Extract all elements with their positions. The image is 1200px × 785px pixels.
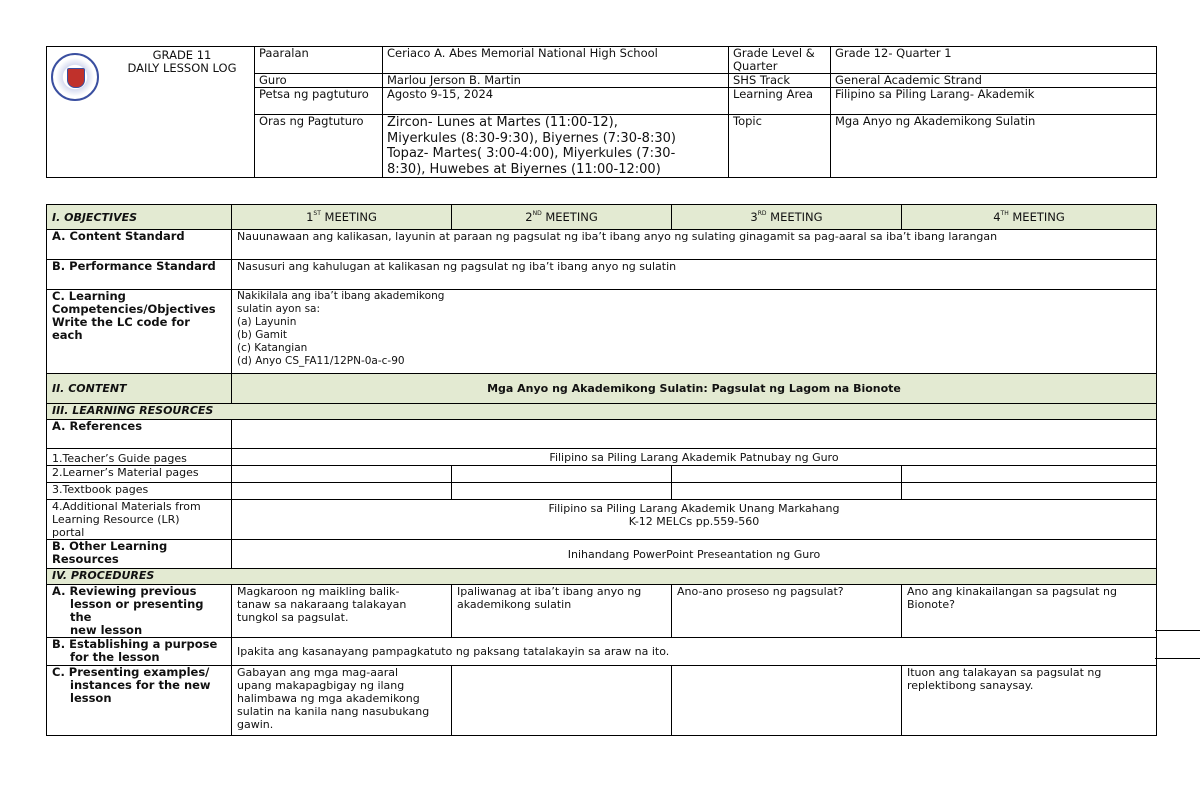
cell-line: replektibong sanaysay. — [907, 679, 1034, 692]
teacher-label: Guro — [255, 74, 383, 88]
cell-line: halimbawa ng mga akademikong — [237, 692, 420, 705]
cell-line: akademikong sulatin — [457, 598, 572, 611]
cell-line: upang makapagbigay ng ilang — [237, 679, 405, 692]
grade-title — [107, 49, 257, 75]
cell-line: Bionote? — [907, 598, 955, 611]
presenting-label — [47, 666, 232, 736]
meeting-num: 3 — [750, 209, 758, 224]
competency-line: (d) Anyo CS_FA11/12PN-0a-c-90 — [237, 355, 405, 367]
cell-line: tungkol sa pagsulat. — [237, 611, 349, 624]
competency-line: (a) Layunin — [237, 316, 297, 328]
references-value — [232, 420, 1157, 449]
track-label: SHS Track — [729, 74, 831, 88]
content-value: Mga Anyo ng Akademikong Sulatin: Pagsulat ng Lagom na Bionote — [232, 374, 1157, 404]
cell-line: sulatin na kanila nang nasubukang — [237, 705, 430, 718]
date-value: Agosto 9-15, 2024 — [383, 88, 729, 115]
reviewing-label — [47, 585, 232, 638]
meeting-1-header — [232, 205, 452, 230]
meeting-num: 4 — [993, 209, 1001, 224]
reviewing-meeting-4 — [902, 585, 1157, 638]
label-line: A. Reviewing previous — [52, 584, 197, 598]
other-resources-value: Inihandang PowerPoint Preseantation ng Guro — [232, 540, 1157, 569]
label-line: C. Presenting examples/ — [52, 665, 210, 679]
school-label: Paaralan — [255, 47, 383, 74]
presenting-meeting-1 — [232, 666, 452, 736]
reviewing-meeting-3 — [672, 585, 902, 638]
meeting-sup: RD — [757, 209, 767, 217]
tb-cell-2 — [452, 483, 672, 500]
cell-line: Ituon ang talakayan sa pagsulat ng — [907, 666, 1102, 679]
label-line: portal — [52, 526, 85, 539]
meeting-4-header — [902, 205, 1157, 230]
competencies-label — [47, 290, 232, 374]
topic-label: Topic — [729, 115, 831, 178]
cell-line: Ano ang kinakailangan sa pagsulat ng — [907, 585, 1117, 598]
track-value: General Academic Strand — [831, 74, 1157, 88]
meeting-text: MEETING — [766, 209, 823, 224]
meeting-text: MEETING — [1008, 209, 1065, 224]
deped-seal-icon — [51, 53, 99, 101]
meeting-num: 2 — [525, 209, 533, 224]
time-label: Oras ng Pagtuturo — [255, 115, 383, 178]
header-logo-cell — [47, 47, 255, 178]
competency-line: sulatin ayon sa: — [237, 303, 321, 315]
lesson-table — [46, 204, 1157, 736]
content-standard-label: A. Content Standard — [47, 230, 232, 260]
label-line: B. Other Learning — [52, 539, 168, 553]
grade-line: GRADE 11 — [152, 48, 212, 62]
objectives-header: I. OBJECTIVES — [47, 205, 232, 230]
reviewing-meeting-2 — [452, 585, 672, 638]
label-line: lesson — [70, 691, 112, 705]
label-line: new lesson — [70, 623, 143, 637]
cell-line: Ano-ano proseso ng pagsulat? — [677, 585, 844, 598]
label-line: 4.Additional Materials from — [52, 500, 201, 513]
lm-cell-1 — [232, 466, 452, 483]
purpose-label — [47, 638, 232, 666]
label-line: instances for the new — [70, 678, 211, 692]
purpose-value: Ipakita ang kasanayang pampagkatuto ng paksang tatalakayin sa araw na ito. — [232, 638, 1157, 666]
competencies-value — [232, 290, 1157, 374]
label-line: C. Learning — [52, 289, 126, 303]
am-line: K-12 MELCs pp.559-560 — [628, 515, 760, 528]
meeting-2-header — [452, 205, 672, 230]
resources-header: III. LEARNING RESOURCES — [47, 404, 1157, 420]
lm-label: 2.Learner’s Material pages — [47, 466, 232, 483]
meeting-text: MEETING — [320, 209, 377, 224]
performance-standard-label: B. Performance Standard — [47, 260, 232, 290]
cell-line: gawin. — [237, 718, 274, 731]
lm-cell-3 — [672, 466, 902, 483]
reviewing-meeting-1 — [232, 585, 452, 638]
competency-line: (c) Katangian — [237, 342, 308, 354]
label-line: Write the LC code for — [52, 315, 190, 329]
label-line: Resources — [52, 552, 119, 566]
label-line: for the lesson — [70, 650, 160, 664]
presenting-meeting-4 — [902, 666, 1157, 736]
label-line: lesson or presenting the — [70, 597, 204, 624]
header-table — [46, 46, 1157, 178]
competency-line: (b) Gamit — [237, 329, 288, 341]
performance-standard-value: Nasusuri ang kahulugan at kalikasan ng pagsulat ng iba’t ibang anyo ng sulatin — [232, 260, 1157, 290]
tb-label: 3.Textbook pages — [47, 483, 232, 500]
date-label: Petsa ng pagtuturo — [255, 88, 383, 115]
table-edge-stub — [1155, 658, 1200, 659]
label-line: Learning Resource (LR) — [52, 513, 180, 526]
teacher-value: Marlou Jerson B. Martin — [383, 74, 729, 88]
lm-cell-2 — [452, 466, 672, 483]
content-standard-value: Nauunawaan ang kalikasan, layunin at paraan ng pagsulat ng iba’t ibang anyo ng sulating ginagamit sa pag-aaral sa iba’t ibang larangan — [232, 230, 1157, 260]
cell-line: Magkaroon ng maikling balik- — [237, 585, 400, 598]
dll-line: DAILY LESSON LOG — [127, 61, 237, 75]
tg-value: Filipino sa Piling Larang Akademik Patnubay ng Guro — [232, 449, 1157, 466]
tb-cell-3 — [672, 483, 902, 500]
cell-line: Gabayan ang mga mag-aaral — [237, 666, 399, 679]
topic-value: Mga Anyo ng Akademikong Sulatin — [831, 115, 1157, 178]
grade-level-value: Grade 12- Quarter 1 — [831, 47, 1157, 74]
label-line: Competencies/Objectives — [52, 302, 216, 316]
label-line: each — [52, 328, 83, 342]
references-label: A. References — [47, 420, 232, 449]
meeting-3-header — [672, 205, 902, 230]
am-value — [232, 500, 1157, 540]
area-label: Learning Area — [729, 88, 831, 115]
time-line: Topaz- Martes( 3:00-4:00), Miyerkules (7:30- — [387, 146, 676, 161]
table-edge-stub — [1155, 630, 1200, 631]
presenting-meeting-3 — [672, 666, 902, 736]
procedures-header: IV. PROCEDURES — [47, 569, 1157, 585]
tb-cell-1 — [232, 483, 452, 500]
time-line: Miyerkules (8:30-9:30), Biyernes (7:30-8:30) — [387, 130, 676, 146]
meeting-sup: ST — [313, 209, 321, 217]
grade-level-label: Grade Level & Quarter — [729, 47, 831, 74]
label-line: B. Establishing a purpose — [52, 637, 218, 651]
school-value: Ceriaco A. Abes Memorial National High School — [383, 47, 729, 74]
time-line: Zircon- Lunes at Martes (11:00-12), — [387, 115, 618, 130]
area-value: Filipino sa Piling Larang- Akademik — [831, 88, 1157, 115]
meeting-sup: ND — [532, 209, 542, 217]
cell-line: tanaw sa nakaraang talakayan — [237, 598, 407, 611]
am-label — [47, 500, 232, 540]
time-value — [383, 115, 729, 178]
time-line: 8:30), Huwebes at Biyernes (11:00-12:00) — [387, 161, 661, 177]
presenting-meeting-2 — [452, 666, 672, 736]
other-resources-label — [47, 540, 232, 569]
meeting-num: 1 — [306, 209, 314, 224]
meeting-sup: TH — [1000, 209, 1009, 217]
cell-line: Ipaliwanag at iba’t ibang anyo ng — [457, 585, 642, 598]
tb-cell-4 — [902, 483, 1157, 500]
meeting-text: MEETING — [541, 209, 598, 224]
content-header: II. CONTENT — [47, 374, 232, 404]
tg-label: 1.Teacher’s Guide pages — [47, 449, 232, 466]
lm-cell-4 — [902, 466, 1157, 483]
competency-line: Nakikilala ang iba’t ibang akademikong — [237, 290, 445, 302]
am-line: Filipino sa Piling Larang Akademik Unang Markahang — [548, 502, 840, 515]
